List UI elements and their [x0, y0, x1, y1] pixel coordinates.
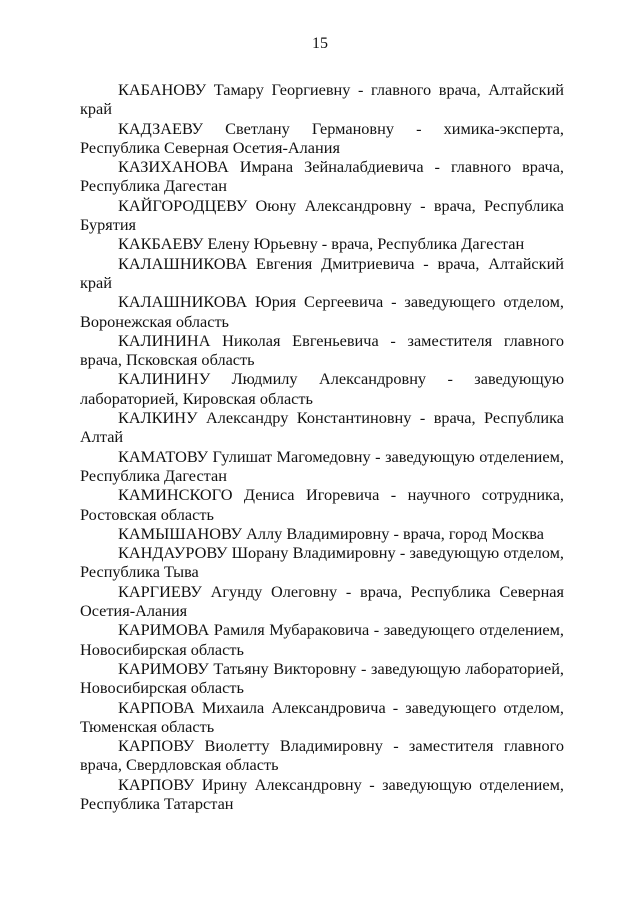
page-number: 15 [312, 35, 328, 52]
list-item: КАРИМОВА Рамиля Мубараковича - заведующего отделением, Новосибирская область [80, 620, 564, 659]
list-item: КАЙГОРОДЦЕВУ Оюну Александровну - врача, Республика Бурятия [80, 195, 564, 235]
list-item: КАЛКИНУ Александру Константиновну - врача, Республика Алтай [80, 408, 564, 447]
list-item: КАКБАЕВУ Елену Юрьевну - врача, Республика Дагестан [118, 234, 525, 254]
list-item: КАДЗАЕВУ Светлану Германовну - химика-эксперта, Республика Северная Осетия-Алания [80, 118, 564, 157]
list-item: КАНДАУРОВУ Шорану Владимировну - заведующую отделом, Республика Тыва [80, 543, 564, 582]
list-item: КАРПОВА Михаила Александровича - заведующего отделом, Тюменская область [80, 697, 564, 736]
list-item: КАБАНОВУ Тамару Георгиевну - главного врача, Алтайский край [80, 80, 564, 119]
list-item: КАМЫШАНОВУ Аллу Владимировну - врача, город Москва [118, 523, 544, 543]
list-item: КАМИНСКОГО Дениса Игоревича - научного сотрудника, Ростовская область [80, 485, 564, 524]
list-item: КАРГИЕВУ Агунду Олеговну - врача, Республика Северная Осетия-Алания [80, 581, 564, 621]
list-item: КАЗИХАНОВА Имрана Зейналабдиевича - главного врача, Республика Дагестан [80, 157, 564, 196]
list-item: КАЛИНИНУ Людмилу Александровну - заведующую лабораторией, Кировская область [80, 369, 564, 408]
list-item: КАЛАШНИКОВА Юрия Сергеевича - заведующего отделом, Воронежская область [80, 292, 564, 331]
list-item: КАРПОВУ Ирину Александровну - заведующую отделением, Республика Татарстан [80, 774, 564, 813]
award-list [80, 80, 564, 813]
list-item: КАЛИНИНА Николая Евгеньевича - заместителя главного врача, Псковская область [80, 330, 564, 370]
list-item: КАМАТОВУ Гулишат Магомедовну - заведующую отделением, Республика Дагестан [80, 446, 564, 485]
list-item: КАРПОВУ Виолетту Владимировну - заместителя главного врача, Свердловская область [80, 736, 564, 775]
list-item: КАЛАШНИКОВА Евгения Дмитриевича - врача, Алтайский край [80, 253, 564, 292]
list-item: КАРИМОВУ Татьяну Викторовну - заведующую лабораторией, Новосибирская область [80, 658, 564, 698]
